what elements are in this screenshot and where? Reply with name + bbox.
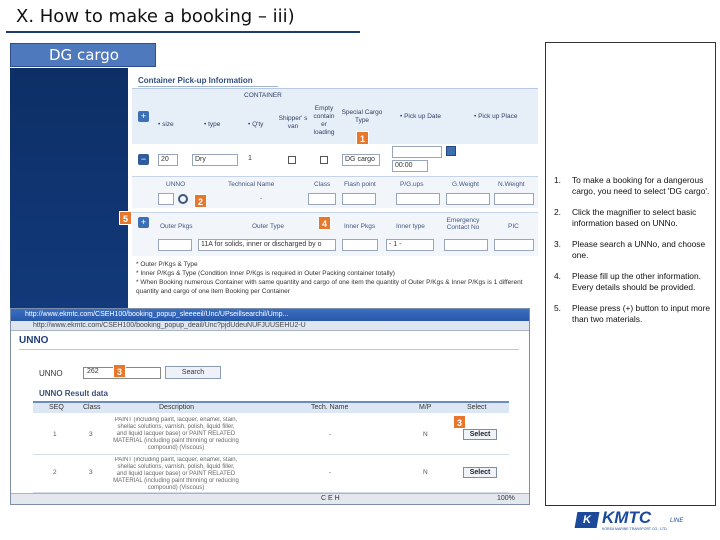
inner-type-select[interactable]: - 1 - [386,239,434,251]
outer-pkgs-input[interactable] [158,239,192,251]
result-title: UNNO Result data [39,389,108,398]
group-header: CONTAINER [244,92,282,99]
section-divider [138,86,278,87]
logo-wordmark: KMTC [602,508,652,527]
dg-col-class: Class [314,181,331,188]
col-type: • type [204,121,221,128]
inner-pkgs-input[interactable] [342,239,378,251]
pkg-col-pic: PIC [508,223,519,230]
pickup-date-input[interactable] [392,146,442,158]
item-text: To make a booking for a dangerous cargo, you need to select 'DG cargo'. [572,175,710,196]
pkg-col-outer-type: Outer Type [252,223,285,230]
pg-input[interactable] [396,193,440,205]
cell-seq: 2 [53,469,57,476]
add-row-button[interactable]: + [138,111,149,122]
cell-class: 3 [89,469,93,476]
step-badge-2: 2 [194,194,207,208]
step-badge-3: 3 [453,415,466,429]
nweight-input[interactable] [494,193,534,205]
outer-type-select[interactable]: 11A for solids, inner or discharged by o [198,239,336,251]
item-text: Click the magnifier to select basic information based on UNNo. [572,207,697,228]
list-item [554,207,712,228]
list-item [554,175,712,196]
col-size: • size [158,121,174,128]
dg-cargo-tab[interactable]: DG cargo [10,43,156,67]
instructions-panel [545,42,716,506]
special-cargo-select[interactable]: DG cargo [342,154,380,166]
cell-seq: 1 [53,431,57,438]
step-badge-4: 4 [318,216,331,230]
magnifier-icon[interactable] [178,194,188,204]
pickup-time-select[interactable]: 00:00 [392,160,428,172]
logo-subtitle: KOREA MARINE TRANSPORT CO., LTD. [602,527,668,531]
dg-col-pg: P/G.ups [400,181,424,188]
container-header-row [132,88,538,144]
unno-popup-window [10,308,530,505]
result-table-header [33,401,509,413]
unno-search-input[interactable]: 262 [83,367,161,379]
popup-titlebar: http://www.ekmtc.com/CSEH100/booking_popup_sleeeeil/Unc/UPseillsearchil/Ump... [11,309,529,321]
popup-status-bar [11,493,530,504]
step-badge-3: 3 [113,364,126,378]
col-empty-container: Empty contain er loading [313,105,335,136]
pkg-col-inner-pkgs: Inner Pkgs [344,223,376,230]
cell-mp: N [423,469,428,476]
search-button[interactable]: Search [165,366,221,379]
title-underline [6,31,360,33]
th-tech-name: Tech. Name [311,404,349,411]
tech-name-value: - [260,195,263,202]
dg-col-unno: UNNO [166,181,186,188]
col-qty: • Q'ty [248,121,264,128]
list-item [554,239,712,260]
dg-info-row [132,176,538,208]
packaging-row [132,212,538,256]
item-number: 4. [554,271,561,281]
emergency-contact-input[interactable] [444,239,488,251]
step-badge-1: 1 [356,131,369,145]
logo-mark-icon: K [575,512,600,528]
pkg-col-emergency: Emergency Contact No [446,217,480,231]
select-button[interactable]: Select [463,467,497,478]
table-row [33,455,509,493]
navigation-panel [10,68,128,308]
slide-title: X. How to make a booking – iii) [16,6,295,27]
qty-value[interactable]: 1 [248,155,252,162]
col-special-cargo: Special Cargo Type [341,109,383,124]
unno-label: UNNO [39,369,63,378]
popup-heading: UNNO [19,335,49,346]
item-text: Please press (+) button to input more than two materials. [572,303,711,324]
cell-tech: - [329,431,332,438]
remove-row-button[interactable]: − [138,154,149,165]
list-item [554,303,712,324]
gweight-input[interactable] [446,193,490,205]
kmtc-logo [576,510,696,534]
popup-divider [19,349,519,350]
container-pickup-form [132,70,542,308]
cell-description: PAINT (including paint, lacquer, enamel, stain, shellac solutions, varnish, polish, liquid filler, and liquid lacquer base) or PAINT RELATED MATERIAL (including paint thinning or reducing compound) (Viscous) [113,417,239,451]
col-shippers-van: Shipper' s van [278,115,308,130]
dg-col-nweight: N.Weight [498,181,525,188]
th-select: Select [467,404,487,411]
dg-col-gweight: G.Weight [452,181,479,188]
pkg-col-outer-pkgs: Outer Pkgs [160,223,193,230]
item-text: Please search a UNNo, and choose one. [572,239,706,260]
item-text: Please fill up the other information. Every details should be provided. [572,271,701,292]
th-seq: SEQ [49,404,64,411]
th-mp: M/P [419,404,432,411]
step-badge-5: 5 [119,211,132,225]
cell-mp: N [423,431,428,438]
dg-col-tech: Technical Name [228,181,275,188]
note-line: * Outer P/Kgs & Type [136,261,198,268]
pkg-col-inner-type: Inner type [396,223,425,230]
cell-class: 3 [89,431,93,438]
empty-container-checkbox[interactable] [320,156,328,164]
note-line: quantity and cargo of one item Booking per Container [136,288,290,295]
table-row [33,415,509,455]
item-number: 1. [554,175,561,185]
flash-point-input[interactable] [342,193,376,205]
type-select[interactable]: Dry [192,154,238,166]
pic-input[interactable] [494,239,534,251]
th-class: Class [83,404,101,411]
cell-tech: - [329,469,332,476]
list-item [554,271,712,292]
note-line: * Inner P/Kgs & Type (Condition Inner P/Kgs is required in Outer Packing container totally) [136,270,395,277]
col-pickup-date: • Pick up Date [400,113,441,120]
select-button[interactable]: Select [463,429,497,440]
logo-line-text: LINE [670,518,684,524]
col-pickup-place: • Pick up Place [474,113,518,120]
status-zone: C E H [321,495,340,502]
section-title: Container Pick-up Information [138,76,253,85]
class-input[interactable] [308,193,336,205]
add-material-button[interactable]: + [138,217,149,228]
instructions-list [554,175,712,335]
th-description: Description [159,404,195,411]
popup-address-bar[interactable]: http://www.ekmtc.com/CSEH100/booking_popup_deail/Unc?pjdUdeuNUFJUUSEHU2-U [11,321,529,331]
dg-col-flash: Flash point [344,181,376,188]
calendar-icon[interactable] [446,146,456,156]
cell-description: PAINT (including paint, lacquer, enamel, stain, shellac solutions, varnish, polish, liquid filler, and liquid lacquer base) or PAINT RELATED MATERIAL (including paint thinning or reducing compound) (Viscous) [113,457,239,491]
note-line: * When Booking numerous Container with same quantity and cargo of one item the quantity of Outer P/Kgs & Inner P/Kgs is 1 different [136,279,523,286]
item-number: 2. [554,207,561,217]
zoom-level[interactable]: 100% [497,495,515,502]
unno-input[interactable] [158,193,174,205]
item-number: 5. [554,303,561,313]
shippers-van-checkbox[interactable] [288,156,296,164]
size-select[interactable]: 20 [158,154,178,166]
item-number: 3. [554,239,561,249]
